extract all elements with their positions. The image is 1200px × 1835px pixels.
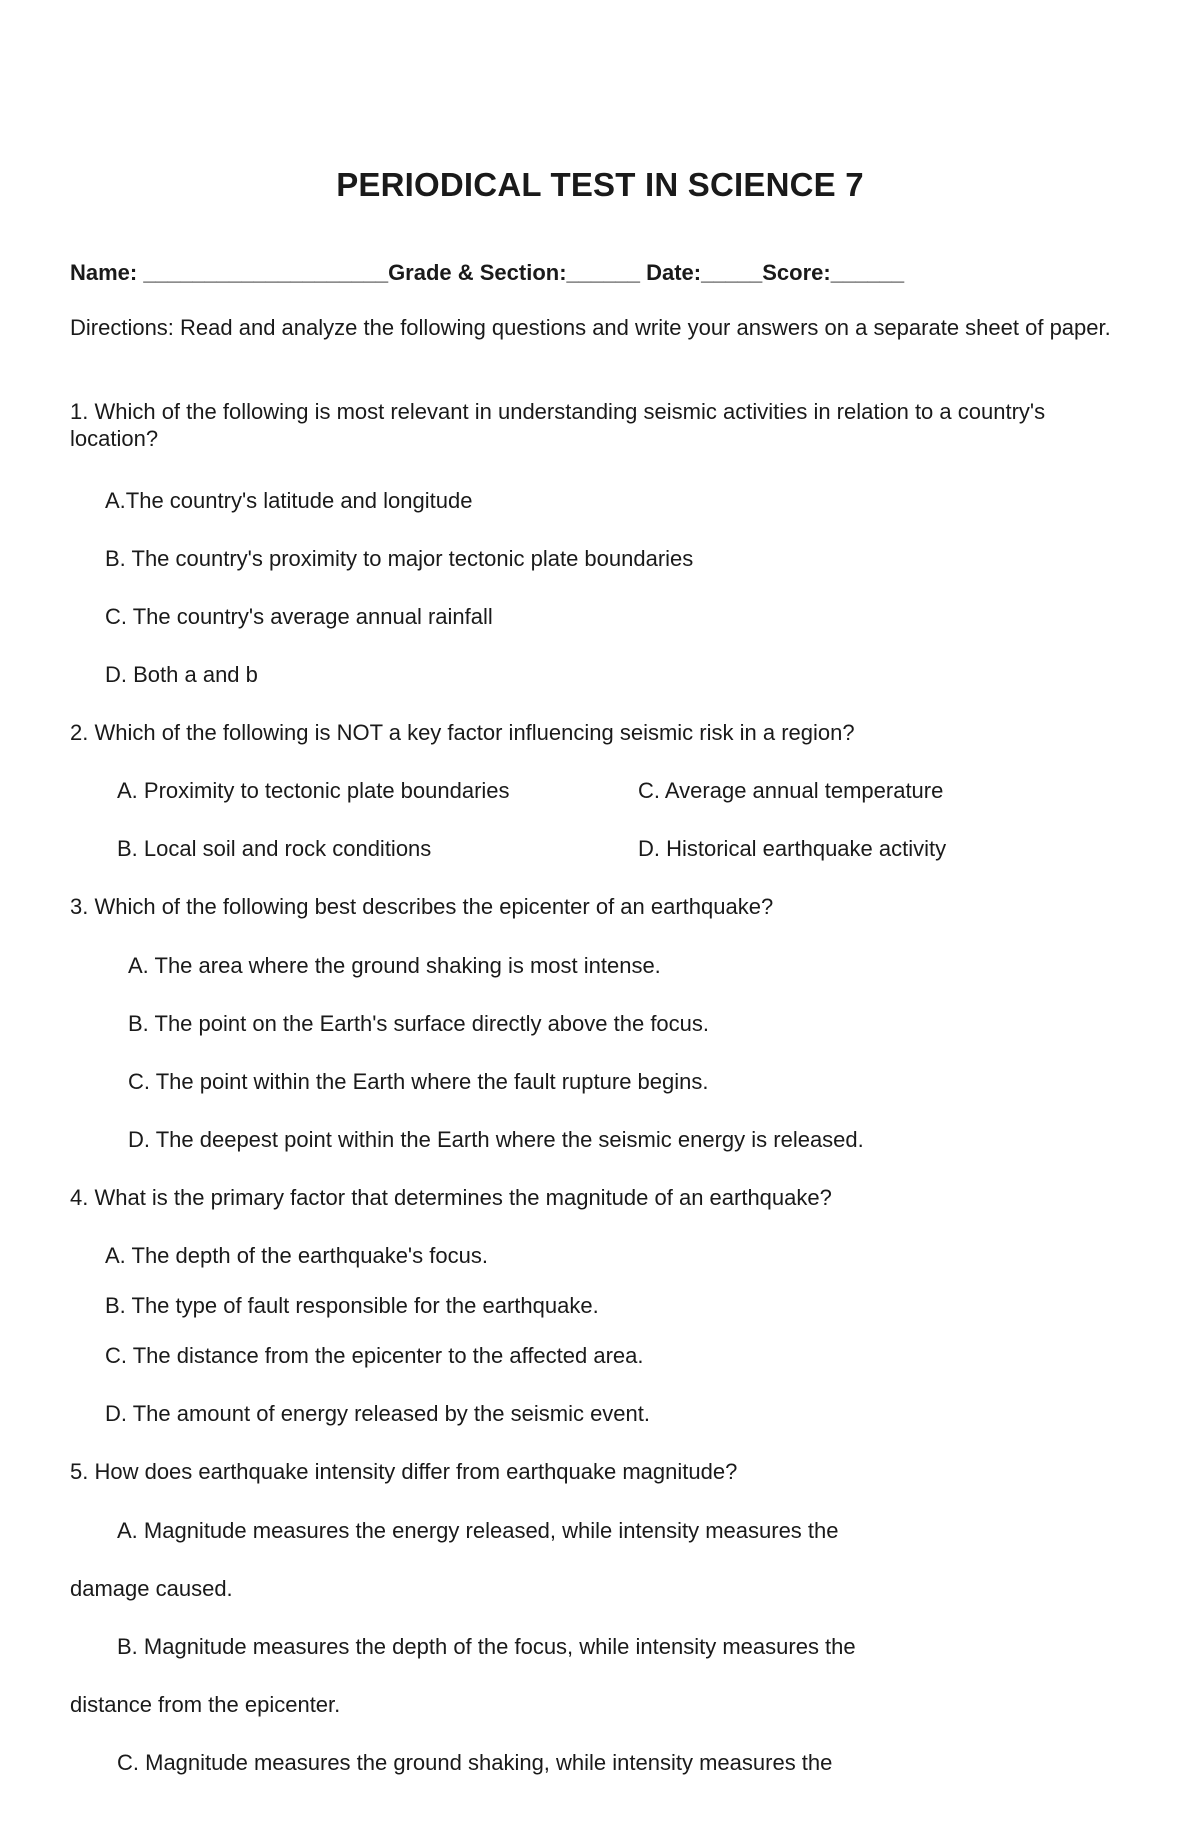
question-4-option-b: B. The type of fault responsible for the earthquake. [105, 1293, 599, 1318]
question-5-option-c: C. Magnitude measures the ground shaking, while intensity measures the [117, 1750, 833, 1775]
question-5-option-a: A. Magnitude measures the energy released, while intensity measures the [117, 1518, 839, 1543]
question-3-option-a: A. The area where the ground shaking is most intense. [128, 953, 661, 978]
question-2-option-b: B. Local soil and rock conditions [117, 836, 432, 861]
question-2-option-a: A. Proximity to tectonic plate boundaries [117, 778, 510, 803]
question-2-option-c: C. Average annual temperature [638, 778, 944, 803]
question-3-option-c: C. The point within the Earth where the fault rupture begins. [128, 1069, 709, 1094]
question-1-option-b: B. The country's proximity to major tectonic plate boundaries [105, 546, 694, 571]
question-2-option-d: D. Historical earthquake activity [638, 836, 947, 861]
question-5-option-a-continued: damage caused. [70, 1576, 233, 1601]
question-5-option-b: B. Magnitude measures the depth of the focus, while intensity measures the [117, 1634, 856, 1659]
question-2-text: 2. Which of the following is NOT a key factor influencing seismic risk in a region? [70, 720, 855, 745]
question-1-option-a: A.The country's latitude and longitude [105, 488, 473, 513]
question-1-option-c: C. The country's average annual rainfall [105, 604, 493, 629]
question-3-option-d: D. The deepest point within the Earth where the seismic energy is released. [128, 1127, 864, 1152]
question-1-option-d: D. Both a and b [105, 662, 258, 687]
directions-text: Directions: Read and analyze the following questions and write your answers on a separate sheet of paper. [70, 315, 1111, 340]
question-4-text: 4. What is the primary factor that determines the magnitude of an earthquake? [70, 1185, 832, 1210]
page-title: PERIODICAL TEST IN SCIENCE 7 [336, 166, 864, 203]
question-3-text: 3. Which of the following best describes the epicenter of an earthquake? [70, 894, 774, 919]
question-4-option-a: A. The depth of the earthquake's focus. [105, 1243, 488, 1268]
question-1-text: 1. Which of the following is most relevant in understanding seismic activities in relation to a country's location? [70, 399, 1046, 451]
question-3-option-b: B. The point on the Earth's surface directly above the focus. [128, 1011, 710, 1036]
question-5-option-b-continued: distance from the epicenter. [70, 1692, 341, 1717]
student-info-line: Name: ____________________Grade & Section:______ Date:_____Score:______ [70, 260, 905, 285]
question-4-option-c: C. The distance from the epicenter to the affected area. [105, 1343, 644, 1368]
question-4-option-d: D. The amount of energy released by the seismic event. [105, 1401, 650, 1426]
question-5-text: 5. How does earthquake intensity differ from earthquake magnitude? [70, 1459, 738, 1484]
